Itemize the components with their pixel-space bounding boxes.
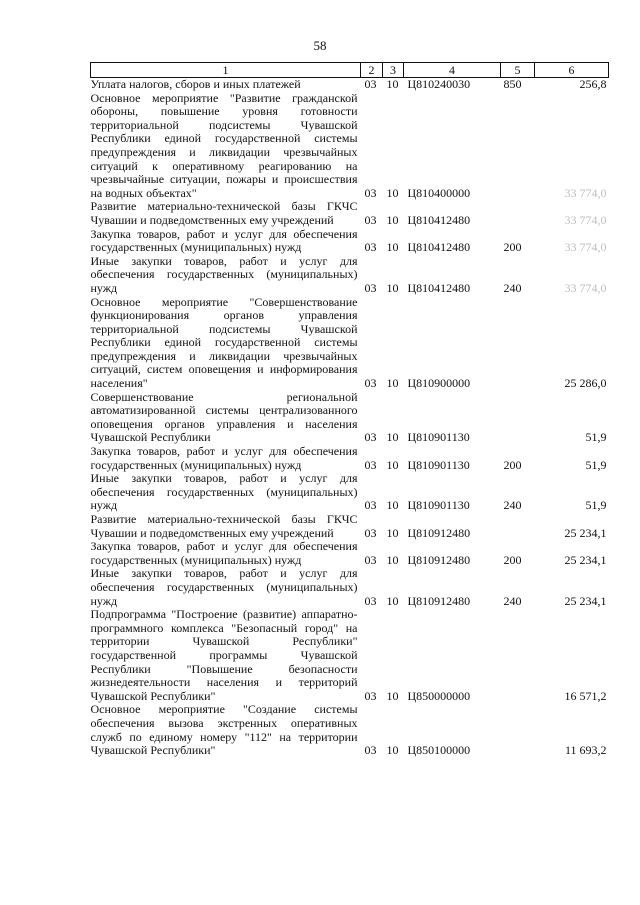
page-number: 58: [313, 38, 327, 53]
row-amount: 25 234,1: [564, 552, 607, 567]
row-rz: 03: [364, 552, 377, 567]
row-amount: 33 774,0: [564, 185, 607, 200]
table-row: [91, 513, 609, 540]
row-rz: 03: [364, 185, 377, 200]
row-vr: 850: [503, 77, 522, 91]
row-name: Основное мероприятие "Развитие гражданской обороны, повышение уровня готовности территориальной подсистемы Чувашской Республики единой государственной системы предупреждения и ликвидации чрезвычайных ситуаций к оперативному реагированию на чрезвычайные ситуации, пожары и происшествия на водных объектах": [90, 90, 358, 200]
row-vr: [501, 92, 535, 201]
row-kcsr: Ц810901130: [407, 430, 470, 445]
header-col-pr: 3: [383, 63, 404, 78]
row-vr: 240: [503, 593, 522, 608]
row-kcsr: Ц810412480: [407, 240, 471, 255]
row-name: Основное мероприятие "Совершенствование функционирования органов управления территориальной подсистемы Чувашской Республики единой государственной системы предупреждения и ликвидации чрезвычайных ситуаций, систем оповещения и информирования населения": [90, 294, 358, 391]
row-name: Закупка товаров, работ и услуг для обеспечения государственных (муниципальных) нужд: [90, 226, 358, 255]
row-kcsr: Ц850100000: [407, 743, 471, 758]
table-body: [91, 78, 609, 758]
header-row: [91, 63, 609, 78]
row-name: Иные закупки товаров, работ и услуг для обеспечения государственных (муниципальных) нужд: [90, 253, 358, 295]
table-header: [91, 63, 609, 78]
table-row: [91, 567, 609, 608]
row-rz: 03: [364, 77, 377, 91]
budget-table: [90, 62, 609, 758]
row-vr: [501, 608, 535, 703]
row-kcsr: Ц810912480: [407, 552, 471, 567]
row-pr: 10: [386, 743, 399, 758]
row-rz: 03: [364, 743, 377, 758]
row-amount: 33 774,0: [564, 240, 607, 255]
row-pr: 10: [386, 212, 399, 227]
row-kcsr: Ц810240030: [407, 77, 471, 91]
row-pr: 10: [386, 280, 399, 295]
row-kcsr: Ц810912480: [407, 525, 471, 540]
table-row: [91, 472, 609, 513]
header-col-vr: 5: [501, 63, 535, 78]
header-col-name: 1: [91, 63, 361, 78]
row-kcsr: Ц810901130: [407, 498, 470, 513]
row-name: Иные закупки товаров, работ и услуг для обеспечения государственных (муниципальных) нужд: [90, 471, 358, 513]
row-rz: 03: [364, 593, 377, 608]
row-name: Закупка товаров, работ и услуг для обеспечения государственных (муниципальных) нужд: [90, 539, 358, 567]
row-pr: 10: [386, 240, 399, 255]
row-vr: 200: [503, 552, 522, 567]
row-rz: 03: [364, 498, 377, 513]
row-name: Развитие материально-технической базы ГКЧС Чувашии и подведомственных ему учреждений: [90, 512, 358, 540]
row-rz: 03: [364, 212, 377, 227]
table-row: [91, 228, 609, 255]
row-amount: 51,9: [585, 498, 607, 513]
row-kcsr: Ц810901130: [407, 457, 470, 472]
row-vr: [501, 513, 535, 540]
row-pr: 10: [386, 525, 399, 540]
table-row: [91, 391, 609, 445]
row-name: Иные закупки товаров, работ и услуг для обеспечения государственных (муниципальных) нужд: [90, 566, 358, 608]
row-kcsr: Ц810912480: [407, 593, 471, 608]
row-pr: 10: [386, 376, 399, 391]
row-vr: [501, 200, 535, 227]
row-amount: 25 286,0: [564, 376, 607, 391]
row-rz: 03: [364, 280, 377, 295]
row-name: Закупка товаров, работ и услуг для обеспечения государственных (муниципальных) нужд: [90, 444, 358, 472]
row-pr: 10: [386, 185, 399, 200]
row-name: Уплата налогов, сборов и иных платежей: [90, 77, 301, 91]
row-pr: 10: [386, 457, 399, 472]
table-row: [91, 92, 609, 201]
row-kcsr: Ц850000000: [407, 688, 471, 703]
header-col-rz: 2: [361, 63, 383, 78]
row-vr: 240: [503, 498, 522, 513]
table-row: [91, 296, 609, 391]
table-row: [91, 255, 609, 296]
table-row: [91, 78, 609, 92]
header-col-amount: 6: [535, 63, 609, 78]
row-amount: 25 234,1: [564, 593, 607, 608]
row-pr: 10: [386, 593, 399, 608]
row-vr: 200: [503, 240, 522, 255]
row-pr: 10: [386, 552, 399, 567]
row-amount: 51,9: [585, 457, 607, 472]
row-rz: 03: [364, 525, 377, 540]
row-amount: 33 774,0: [564, 280, 607, 295]
row-pr: 10: [386, 688, 399, 703]
row-name: Основное мероприятие "Создание системы обеспечения вызова экстренных оперативных служб по единому номеру "112" на территории Чувашской Республики": [90, 702, 358, 758]
row-rz: 03: [364, 240, 377, 255]
row-vr: [501, 703, 535, 757]
row-name: Совершенствование региональной автоматизированной системы централизованного оповещения органов управления и населения Чувашской Республики: [90, 389, 358, 445]
row-rz: 03: [364, 376, 377, 391]
row-rz: 03: [364, 430, 377, 445]
table-row: [91, 608, 609, 703]
row-pr: 10: [386, 498, 399, 513]
row-pr: 10: [386, 77, 399, 91]
row-vr: 240: [503, 280, 522, 295]
row-vr: [501, 296, 535, 391]
row-kcsr: Ц810900000: [407, 376, 471, 391]
row-amount: 256,8: [579, 77, 607, 91]
table-row: [91, 200, 609, 227]
row-amount: 16 571,2: [564, 688, 607, 703]
row-pr: 10: [386, 430, 399, 445]
header-col-kcsr: 4: [404, 63, 501, 78]
row-vr: 200: [503, 457, 522, 472]
row-kcsr: Ц810400000: [407, 185, 471, 200]
row-vr: [501, 391, 535, 445]
table-row: [91, 540, 609, 567]
row-amount: 11 693,2: [564, 743, 607, 758]
table-row: [91, 445, 609, 472]
row-rz: 03: [364, 457, 377, 472]
table-row: [91, 703, 609, 757]
row-name: Развитие материально-технической базы ГКЧС Чувашии и подведомственных ему учреждений: [90, 199, 358, 227]
row-amount: 51,9: [585, 430, 607, 445]
row-kcsr: Ц810412480: [407, 280, 471, 295]
row-rz: 03: [364, 688, 377, 703]
row-name: Подпрограмма "Построение (развитие) аппаратно-программного комплекса "Безопасный город" на территории Чувашской Республики" государственной программы Чувашской Республики "Повышение безопасности жизнедеятельности населения и территорий Чувашской Республики": [90, 607, 358, 703]
row-amount: 25 234,1: [564, 525, 607, 540]
row-amount: 33 774,0: [564, 212, 607, 227]
row-kcsr: Ц810412480: [407, 212, 471, 227]
